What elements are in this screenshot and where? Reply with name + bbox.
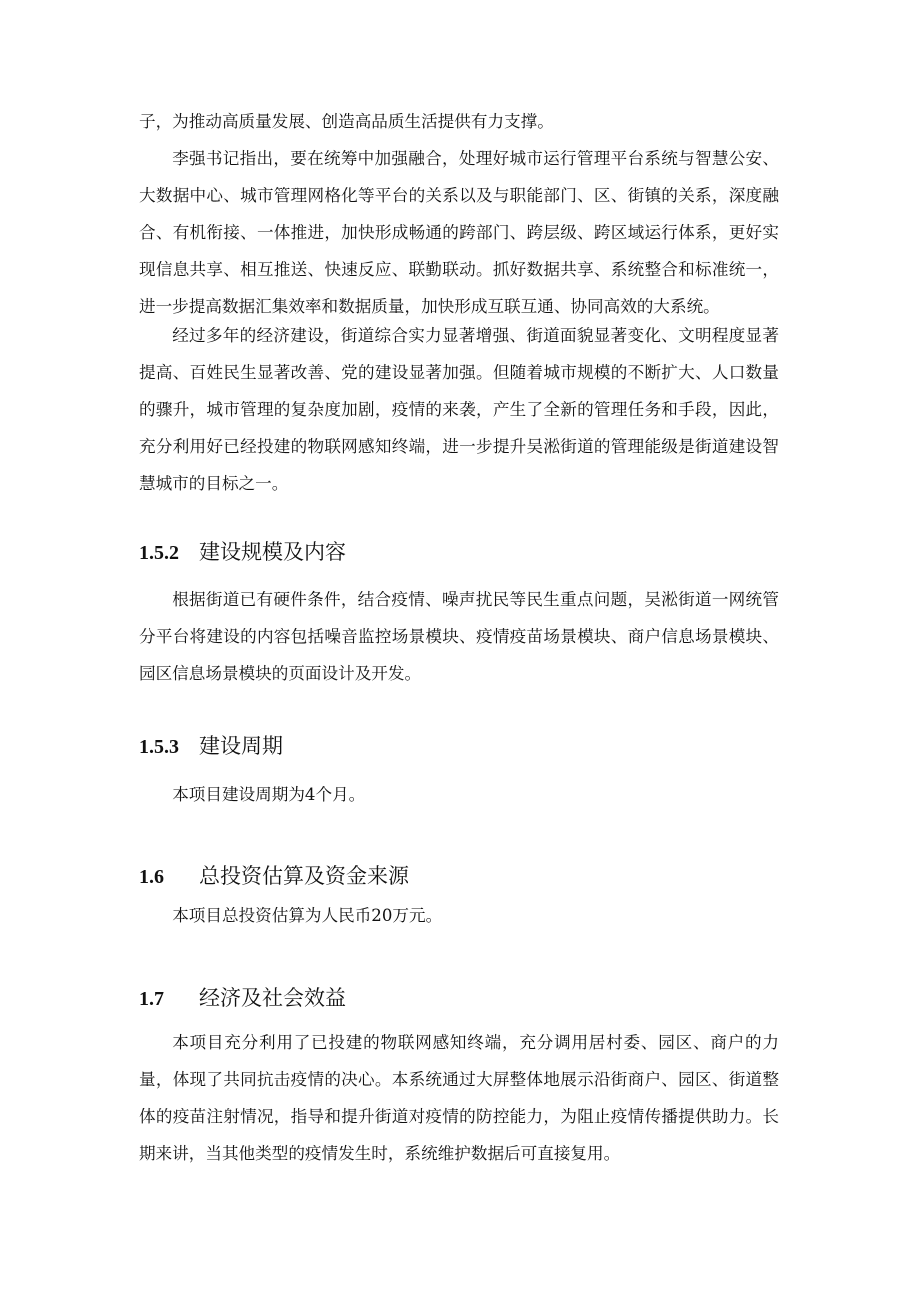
- paragraph-integration: 李强书记指出，要在统筹中加强融合，处理好城市运行管理平台系统与智慧公安、大数据中心、城市管理网格化等平台的关系以及与职能部门、区、街镇的关系，深度融合、有机衔接、一体推进，加快形成畅通的跨部门、跨层级、跨区域运行体系，更好实现信息共享、相互推送、快速反应、联勤联动。抓好数据共享、系统整合和标准统一，进一步提高数据汇集效率和数据质量，加快形成互联互通、协同高效的大系统。: [139, 149, 779, 316]
- paragraph-duration: 本项目建设周期为4个月。: [172, 785, 366, 804]
- section-number: 1.5.3: [139, 736, 179, 758]
- section-number: 1.5.2: [139, 542, 179, 564]
- section-number: 1.7: [139, 988, 164, 1010]
- section-title: 总投资估算及资金来源: [199, 864, 409, 888]
- paragraph-scope: 根据街道已有硬件条件，结合疫情、噪声扰民等民生重点问题，吴淞街道一网统管分平台将建设的内容包括噪音监控场景模块、疫情疫苗场景模块、商户信息场景模块、园区信息场景模块的页面设计及开发。: [139, 590, 779, 683]
- paragraph-benefits: 本项目充分利用了已投建的物联网感知终端，充分调用居村委、园区、商户的力量，体现了共同抗击疫情的决心。本系统通过大屏整体地展示沿街商户、园区、街道整体的疫苗注射情况，指导和提升街道对疫情的防控能力，为阻止疫情传播提供助力。长期来讲，当其他类型的疫情发生时，系统维护数据后可直接复用。: [139, 1033, 779, 1163]
- paragraph-continuation: 子，为推动高质量发展、创造高品质生活提供有力支撑。: [139, 112, 554, 131]
- section-heading-1-5-3: [139, 731, 283, 762]
- section-title: 建设规模及内容: [199, 540, 346, 564]
- paragraph-investment: 本项目总投资估算为人民币20万元。: [172, 906, 443, 925]
- section-number: 1.6: [139, 866, 164, 888]
- section-heading-1-6: [139, 861, 409, 892]
- paragraph-background: 经过多年的经济建设，街道综合实力显著增强、街道面貌显著变化、文明程度显著提高、百姓民生显著改善、党的建设显著加强。但随着城市规模的不断扩大、人口数量的骤升，城市管理的复杂度加剧，疫情的来袭，产生了全新的管理任务和手段，因此，充分利用好已经投建的物联网感知终端，进一步提升吴淞街道的管理能级是街道建设智慧城市的目标之一。: [139, 326, 779, 493]
- section-heading-1-5-2: [139, 537, 346, 568]
- section-title: 建设周期: [199, 734, 283, 758]
- section-heading-1-7: [139, 983, 346, 1014]
- section-title: 经济及社会效益: [199, 986, 346, 1010]
